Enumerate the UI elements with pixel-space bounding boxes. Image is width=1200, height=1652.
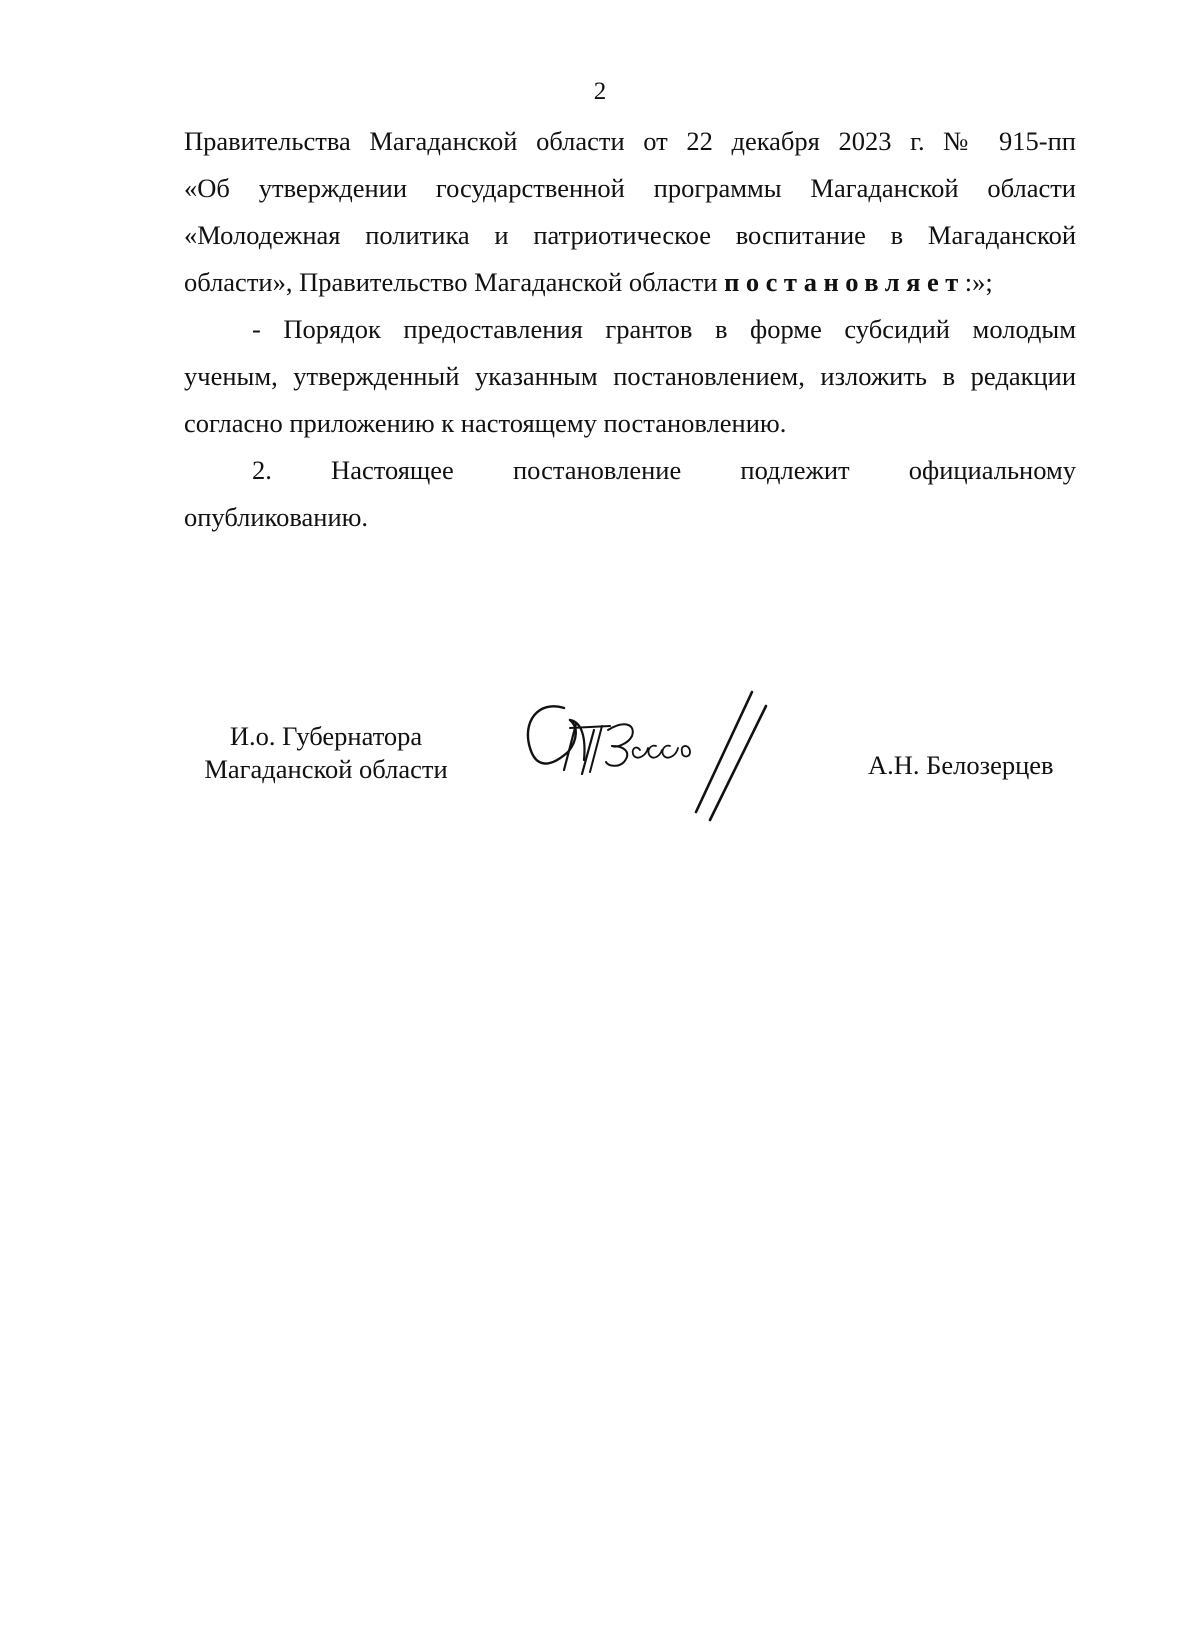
paragraph-line: 2. Настоящее постановление подлежит официальному (252, 455, 1076, 485)
handwritten-signature (520, 686, 800, 826)
document-body (184, 118, 1076, 541)
body-line-prefix: области», Правительство Магаданской области (184, 267, 725, 297)
body-line: «Об утверждении государственной программы Магаданской области (184, 173, 1076, 203)
resolves-emphasis: постановляет (724, 267, 965, 297)
paragraph-line: ученым, утвержденный указанным постановлением, изложить в редакции (184, 361, 1076, 391)
paragraph-line: согласно приложению к настоящему постановлению. (184, 408, 787, 438)
paragraph-line: - Порядок предоставления грантов в форме субсидий молодым (252, 314, 1076, 344)
signatory-position (186, 720, 466, 786)
body-line-suffix: :»; (964, 267, 993, 297)
signatory-position-line: Магаданской области (204, 754, 448, 784)
signatory-position-line: И.о. Губернатора (229, 721, 423, 751)
body-line: Правительства Магаданской области от 22 декабря 2023 г. № 915-пп (184, 126, 1076, 156)
body-line-resolves (184, 259, 1076, 306)
signatory-name: А.Н. Белозерцев (868, 750, 1054, 780)
body-line: «Молодежная политика и патриотическое воспитание в Магаданской (184, 220, 1076, 250)
paragraph-line: опубликованию. (184, 502, 369, 532)
page-number: 2 (593, 78, 607, 105)
